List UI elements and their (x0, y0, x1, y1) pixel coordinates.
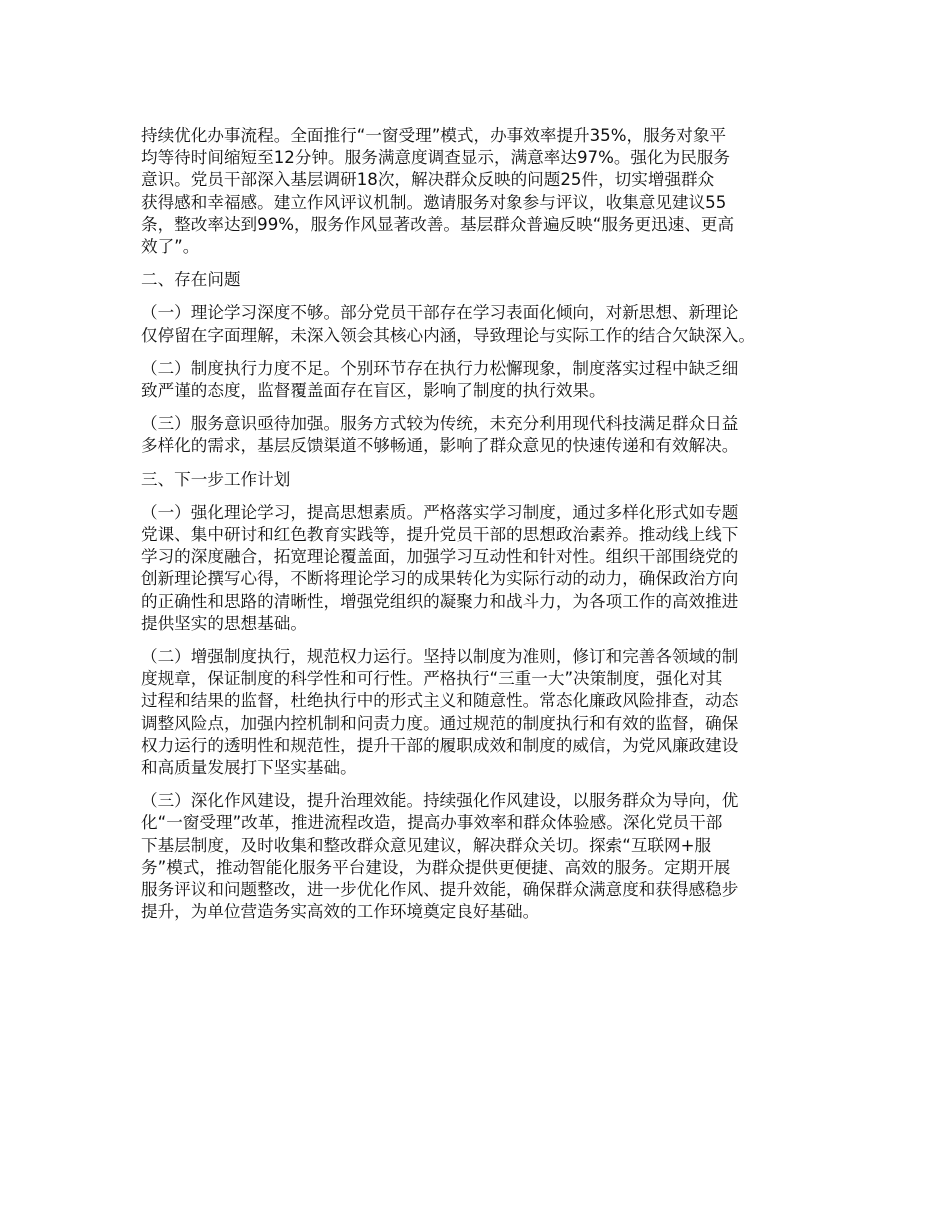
paragraph-problem-1: （一）理论学习深度不够。部分党员干部存在学习表面化倾向，对新思想、新理论 仅停留在字面理解，未深入领会其核心内涵，导致理论与实际工作的结合欠缺深入。 (141, 303, 755, 345)
section-heading-next-steps: 三、下一步工作计划 (141, 469, 291, 489)
section-heading-problems: 二、存在问题 (141, 270, 241, 290)
paragraph-plan-1: （一）强化理论学习，提高思想素质。严格落实学习制度，通过多样化形式如专题 党课、集中研讨和红色教育实践等，提升党员干部的思想政治素养。推动线上线下 学习的深度融合，拓宽理论覆盖面，加强学习互动性和针对性。组织干部围绕党的 创新理论撰写心得，不断将理论学习的成果转化为实际行动的动力，确保政治方向 的正确性和思路的清晰性，增强党组织的凝聚力和战斗力，为各项工作的高效推进 提供坚实的思想基础。 (141, 502, 739, 633)
paragraph-problem-2: （二）制度执行力度不足。个别环节存在执行力松懈现象，制度落实过程中缺乏细 致严谨的态度，监督覆盖面存在盲区，影响了制度的执行效果。 (141, 358, 739, 401)
paragraph-plan-3: （三）深化作风建设，提升治理效能。持续强化作风建设，以服务群众为导向，优 化“一窗受理”改革，推进流程改造，提高办事效率和群众体验感。深化党员干部 下基层制度，及时收集和整改群众意见建议，解决群众关切。探索“互联网+服 务”模式，推动智能化服务平台建设，为群众提供更便捷、高效的服务。定期开展 服务评议和问题整改，进一步优化作风、提升效能，确保群众满意度和获得感稳步 提升，为单位营造务实高效的工作环境奠定良好基础。 (141, 791, 739, 922)
paragraph-problem-3: （三）服务意识亟待加强。服务方式较为传统，未充分利用现代科技满足群众日益 多样化的需求，基层反馈渠道不够畅通，影响了群众意见的快速传递和有效解决。 (141, 414, 739, 456)
document-page (141, 125, 819, 935)
paragraph-achievements: 持续优化办事流程。全面推行“一窗受理”模式，办事效率提升35%，服务对象平 均等待时间缩短至12分钟。服务满意度调查显示，满意率达97%。强化为民服务 意识。党员干部深入基层调研18次，解决群众反映的问题25件，切实增强群众 获得感和幸福感。建立作风评议机制。邀请服务对象参与评议，收集意见建议55 条，整改率达到99%，服务作风显著改善。基层群众普遍反映“服务更迅速、更高 效了”。 (141, 126, 735, 257)
paragraph-plan-2: （二）增强制度执行，规范权力运行。坚持以制度为准则，修订和完善各领域的制 度规章，保证制度的科学性和可行性。严格执行“三重一大”决策制度，强化对其 过程和结果的监督，杜绝执行中的形式主义和随意性。常态化廉政风险排查，动态 调整风险点，加强内控机制和问责力度。通过规范的制度执行和有效的监督，确保 权力运行的透明性和规范性，提升干部的履职成效和制度的威信，为党风廉政建设 和高质量发展打下坚实基础。 (141, 647, 739, 778)
